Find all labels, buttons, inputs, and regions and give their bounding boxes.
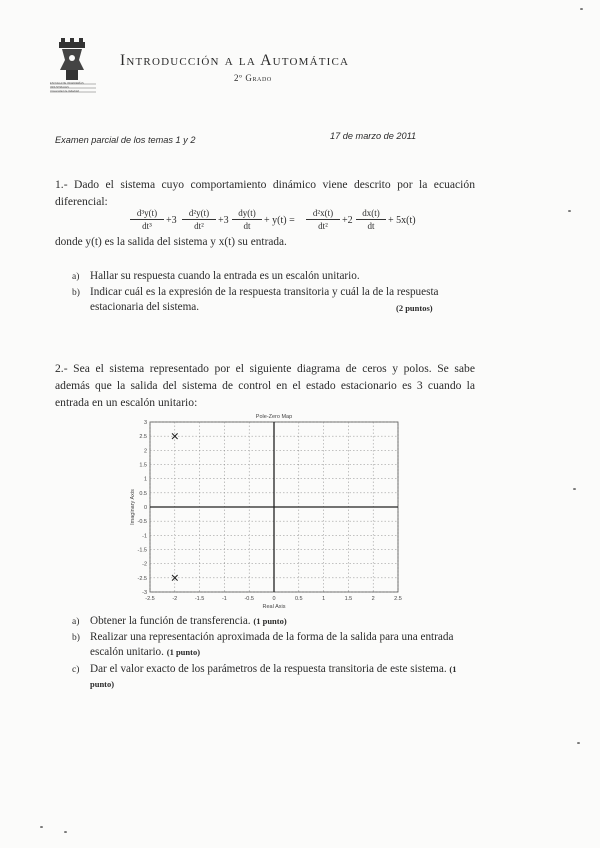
eq-term-num: d²y(t) — [182, 208, 216, 220]
x-tick-label: -2.5 — [145, 596, 155, 602]
scan-speck — [40, 826, 43, 828]
y-tick-label: 0.5 — [139, 490, 147, 497]
y-tick-label: -0.5 — [137, 519, 147, 526]
item-points: (1 punto) — [166, 647, 201, 657]
eq-term-num: d²x(t) — [306, 208, 340, 220]
x-tick-label: -1.5 — [194, 596, 205, 602]
x-tick-label: 2.5 — [394, 596, 402, 602]
variable-definition: donde y(t) es la salida del sistema y x(t) su entrada. — [55, 236, 287, 248]
y-tick-label: -2 — [142, 561, 147, 568]
eq-term-num: dy(t) — [232, 208, 262, 220]
eq-term-den: dt — [243, 221, 251, 231]
x-tick-label: 0.5 — [294, 596, 303, 602]
y-tick-label: -3 — [142, 590, 147, 596]
y-tick-label: 1 — [143, 476, 147, 483]
exam-title: Examen parcial de los temas 1 y 2 — [55, 135, 196, 145]
course-grade: 2º Grado — [234, 73, 272, 83]
eq-term: + 5x(t) — [388, 215, 416, 226]
scan-speck — [580, 8, 583, 10]
eq-term-num: dx(t) — [356, 208, 386, 220]
logo-line: ESCUELA DE INGENIERÍAS — [50, 82, 84, 85]
x-tick-label: -1 — [221, 596, 227, 602]
y-tick-label: -1 — [142, 533, 147, 540]
item-points: (1 punto) — [90, 664, 457, 689]
y-tick-label: 2 — [143, 448, 147, 455]
y-tick-label: 3 — [143, 420, 147, 426]
course-title: Introducción a la Automática — [120, 52, 350, 69]
pole-marker — [172, 433, 178, 439]
item-marker: c) — [72, 665, 80, 675]
item-text: Obtener la función de transferencia. — [90, 615, 251, 627]
item-marker: a) — [72, 617, 80, 627]
eq-term-den: dt² — [194, 221, 204, 231]
exam-date: 17 de marzo de 2011 — [330, 131, 417, 141]
x-tick-label: -0.5 — [244, 596, 254, 602]
question-2-intro: 2.- Sea el sistema representado por el siguiente diagrama de ceros y polos. Se sabe además que la salida del sistema de control en el estado estacionario es 3 cuando la entrada en un escalón unitario: — [55, 362, 475, 409]
scan-speck — [64, 831, 67, 833]
scan-speck — [573, 488, 576, 490]
item-text: Realizar una representación aproximada de la forma de la salida para una entrada escalón unitario. — [90, 631, 454, 658]
pole-zero-plot — [128, 410, 408, 610]
eq-term: + y(t) = — [264, 215, 295, 226]
question-1-item-a — [72, 269, 470, 284]
scan-speck — [577, 742, 580, 744]
item-text: Dar el valor exacto de los parámetros de la respuesta transitoria de este sistema. — [90, 663, 447, 675]
eq-coef: +3 — [218, 215, 229, 226]
x-tick-label: 0 — [272, 596, 276, 602]
y-tick-label: -1.5 — [137, 547, 147, 554]
eq-coef: +3 — [166, 215, 177, 226]
eq-term-den: dt — [367, 221, 375, 231]
item-text: Indicar cuál es la expresión de la respuesta transitoria y cuál la de la respuesta estacionaria del sistema. — [90, 286, 439, 313]
item-marker: a) — [72, 272, 80, 282]
scan-speck — [568, 210, 571, 212]
question-2-item-b — [72, 630, 470, 660]
x-tick-label: 2 — [371, 596, 375, 602]
y-tick-label: 1.5 — [139, 462, 147, 469]
pole-zero-map-svg — [128, 410, 408, 610]
x-axis-label: Real Axis — [262, 604, 286, 610]
item-marker: b) — [72, 633, 80, 643]
question-1-intro: 1.- Dado el sistema cuyo comportamiento dinámico viene descrito por la ecuación diferencial: — [55, 178, 475, 208]
logo-line: INDUSTRIALES — [50, 86, 69, 89]
y-tick-label: -2.5 — [137, 575, 147, 582]
item-marker: b) — [72, 288, 80, 298]
x-tick-label: 1 — [322, 596, 326, 602]
eq-term-num: d³y(t) — [130, 208, 164, 220]
x-tick-label: -2 — [172, 596, 178, 602]
y-tick-label: 0 — [143, 505, 147, 511]
item-points: (1 punto) — [253, 616, 287, 626]
y-axis-label: Imaginary Axis — [130, 489, 136, 525]
question-2-item-c — [72, 662, 460, 692]
x-tick-label: 1.5 — [344, 596, 353, 602]
item-text: Hallar su respuesta cuando la entrada es un escalón unitario. — [90, 270, 360, 282]
eq-term-den: dt³ — [142, 221, 152, 231]
logo-line: Universidad de Valladolid — [50, 90, 80, 93]
y-tick-label: 2.5 — [139, 434, 147, 441]
question-1-points: (2 puntos) — [396, 303, 433, 313]
chart-title: Pole-Zero Map — [255, 414, 293, 420]
question-2-item-a — [72, 614, 480, 629]
eq-term-den: dt² — [318, 221, 328, 231]
eq-coef: +2 — [342, 215, 353, 226]
university-logo — [50, 38, 102, 100]
